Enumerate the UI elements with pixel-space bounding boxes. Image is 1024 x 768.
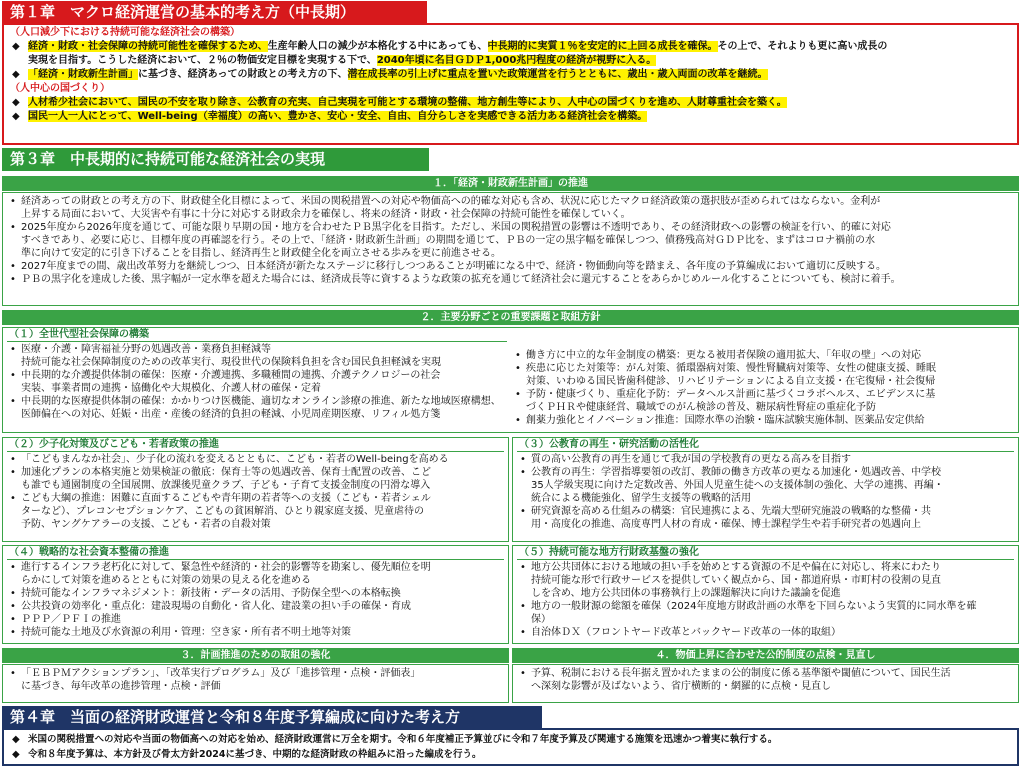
list-item: 用・高度化の推進、高度専門人材の育成・確保、博士課程学生や若手研究者の処遇向上 [531, 519, 921, 530]
section2-1-title: （１）全世代型社会保障の構築 [7, 329, 507, 342]
section3-box [2, 664, 509, 703]
list-item: も誰でも通園制度の全国展開、放課後児童クラブ、子ども・子育て支援金制度の円滑な導入 [21, 480, 431, 491]
list-item: 統合による機能強化、留学生支援等の戦略的活用 [531, 493, 751, 504]
ch1-bullet-4: ◆ 国民一人一人にとって、Well-being（幸福度）の高い、豊かさ、安心・安全、自由、自分らしさを実感できる活力ある経済社会を構築。 [12, 111, 648, 122]
list-item: 医師偏在への対応、妊娠・出産・産後の経済的負担の軽減、小児周産期医療、リフィル処方箋 [21, 409, 441, 420]
list-item: • 研究資源を高める仕組みの構築：官民連携による、先端大型研究施設の戦略的な整備・共 [517, 505, 1014, 518]
list-item: • 地方公共団体における地域の担い手を始めとする資源の不足や偏在に対応し、将来にわたり [517, 561, 1014, 574]
list-item: • 持続可能な土地及び水資源の利用・管理：空き家・所有者不明土地等対策 [7, 626, 504, 639]
list-item: • ＰＢの黒字化を達成した後、黒字幅が一定水準を超えた場合には、経済成長等に資するような政策の拡充を通じて経済社会に還元することをあらかじめルール化することについても、検討に着手。 [7, 273, 1014, 286]
list-item: • 公教育の再生：学習指導要領の改訂、教師の働き方改革の更なる加速化・処遇改善、中学校 [517, 466, 1014, 479]
list-item: • 疾患に応じた対策等：がん対策、循環器病対策、慢性腎臓病対策等、女性の健康支援、睡眠 [512, 362, 1012, 375]
section2-3-box [512, 437, 1019, 542]
list-item: 保） [531, 614, 551, 625]
diamond-icon: ◆ [12, 41, 20, 52]
list-item: • 自治体ＤＸ（フロントヤード改革とバックヤード改革の一体的取組） [517, 626, 1014, 639]
list-item: ターなど）、プレコンセプションケア、こどもの貧困解消、ひとり親家庭支援、児童虐待の [21, 506, 424, 517]
ch1-bullet-3: ◆ 人材希少社会において、国民の不安を取り除き、公教育の充実、自己実現を可能とする環境の整備、地方創生等により、人中心の国づくりを進め、人財尊重社会を築く。 [12, 97, 787, 108]
list-item: 持続可能な形で行政サービスを提供していく観点から、国・都道府県・市町村の役割の見直 [531, 575, 941, 586]
section2-2-box [2, 437, 509, 542]
list-item: づくＰＨＲや健康経営、職域でのがん検診の普及、糖尿病性腎症の重症化予防 [526, 402, 876, 413]
list-item: 持続可能な社会保障制度のための改革実行、現役世代の保険料負担を含む国民負担軽減を実現 [21, 357, 441, 368]
section2-4-list [7, 561, 504, 639]
section2-1-right-list [512, 349, 1012, 427]
section1-header: １．「経済・財政新生計画」の推進 [2, 176, 1019, 191]
section3-header: ３．計画推進のための取組の強化 [2, 648, 509, 663]
section2-5-box [512, 545, 1019, 644]
list-item: らかにして対策を進めるとともに対策の効果の見える化を進める [21, 575, 311, 586]
list-item: • 医療・介護・障害福祉分野の処遇改善・業務負担軽減等 [7, 343, 512, 356]
list-item: • こども大綱の推進：困難に直面するこどもや青年期の若者等への支援（こども・若者シェル [7, 492, 504, 505]
ch1-bullet-2: ◆ 「経済・財政新生計画」に基づき、経済あっての財政との考え方の下、潜在成長率の引上げに重点を置いた政策運営を行うとともに、歳出・歳入両面の改革を継続。 [12, 69, 768, 80]
list-item: へ深刻な影響が及ばないよう、省庁横断的・網羅的に点検・見直し [531, 681, 831, 692]
list-item: しを含め、地方公共団体の事務執行上の課題解決に向けた議論を促進 [531, 588, 841, 599]
chapter4-box [2, 728, 1019, 766]
diamond-icon: ◆ [12, 69, 20, 80]
chapter3-title: 第３章 中長期的に持続可能な経済社会の実現 [2, 148, 429, 171]
list-item: • 公共投資の効率化・重点化：建設現場の自動化・省人化、建設業の担い手の確保・育成 [7, 600, 504, 613]
section4-header: ４．物価上昇に合わせた公的制度の点検・見直し [512, 648, 1019, 663]
diamond-icon: ◆ [12, 749, 20, 760]
ch1-bullet-1: ◆ 経済・財政・社会保障の持続可能性を確保するため、生産年齢人口の減少が本格化する中にあっても、中長期的に実質１％を安定的に上回る成長を確保。その上で、それよりも更に高い成長の 実現を目指す。こうした経済において、２％の物価安定目標を実現する下で、2040年頃に名目ＧＤＰ1,000兆円程度の経済が視野に入る。 [12, 41, 888, 66]
list-item: 上昇する局面において、大災害や有事に十分に対応する財政余力を確保し、将来の経済・財政・社会保障の持続可能性を確保していく。 [21, 209, 631, 220]
section1-box [2, 192, 1019, 306]
section2-4-title: （４）戦略的な社会資本整備の推進 [7, 547, 504, 560]
list-item: 対策、いわゆる国民皆歯科健診、リハビリテーションによる自立支援・在宅復帰・社会復帰 [526, 376, 936, 387]
list-item: すべきであり、必要に応じ、目標年度の再確認を行う。その上で、「経済・財政新生計画」の期間を通じて、ＰＢの一定の黒字幅を確保しつつ、債務残高対ＧＤＰ比を、まずはコロナ禍前の水 [21, 235, 875, 246]
list-item: • ＰＰＰ／ＰＦＩの推進 [7, 613, 504, 626]
section2-5-list [517, 561, 1014, 639]
section2-3-list [517, 453, 1014, 531]
section2-1-box [2, 327, 1019, 433]
list-item: • 加速化プランの本格実施と効果検証の徹底：保育士等の処遇改善、保育士配置の改善、こど [7, 466, 504, 479]
ch4-bullet-1: ◆ 米国の関税措置への対応や当面の物価高への対応を始め、経済財政運営に万全を期す。令和６年度補正予算並びに令和７年度予算及び関連する施策を迅速かつ着実に執行する。 [12, 734, 778, 745]
list-item: • 2027年度までの間、歳出改革努力を継続しつつ、日本経済が新たなステージに移行しつつあることが明確になる中で、経済・物価動向等を踏まえ、各年度の予算編成において適切に反映する。 [7, 260, 1014, 273]
list-item: • 経済あっての財政との考え方の下、財政健全化目標によって、米国の関税措置への対応や物価高への的確な対応も含め、状況に応じたマクロ経済政策の選択肢が歪められてはならない。金利が [7, 195, 1014, 208]
section2-4-box [2, 545, 509, 644]
list-item: • 中長期的な介護提供体制の確保：医療・介護連携、多職種間の連携、介護テクノロジーの社会 [7, 369, 512, 382]
section2-2-title: （２）少子化対策及びこども・若者政策の推進 [7, 439, 504, 452]
list-item: • 中長期的な医療提供体制の確保：かかりつけ医機能、適切なオンライン診療の推進、新たな地域医療構想、 [7, 395, 512, 408]
list-item: • 予防・健康づくり、重症化予防：データヘルス計画に基づくコラボヘルス、エビデンスに基 [512, 388, 1012, 401]
list-item: • 地方の一般財源の総額を確保（2024年度地方財政計画の水準を下回らないよう実質的に同水準を確 [517, 600, 1014, 613]
list-item: • 質の高い公教育の再生を通じて我が国の学校教育の更なる高みを目指す [517, 453, 1014, 466]
section2-1-columns [7, 343, 1014, 427]
list-item: • 創薬力強化とイノベーション推進：国際水準の治験・臨床試験実施体制、医薬品安定供給 [512, 414, 1012, 427]
list-item: • 進行するインフラ老朽化に対して、緊急性や経済的・社会的影響等を勘案し、優先順位を明 [7, 561, 504, 574]
ch1-subheading-people: （人中心の国づくり） [10, 83, 110, 94]
list-item: 35人学級実現に向けた定数改善、外国人児童生徒への支援体制の強化、大学の連携、再編・ [531, 480, 944, 491]
chapter1-title: 第１章 マクロ経済運営の基本的考え方（中長期） [2, 1, 427, 24]
chapter4-title: 第４章 当面の経済財政運営と令和８年度予算編成に向けた考え方 [2, 706, 542, 729]
diamond-icon: ◆ [12, 734, 20, 745]
list-item: • 「こどもまんなか社会」、少子化の流れを変えるとともに、こども・若者のWell-beingを高める [7, 453, 504, 466]
section4-list [517, 667, 1014, 693]
section2-1-left-list [7, 343, 512, 427]
section2-5-title: （５）持続可能な地方行財政基盤の強化 [517, 547, 1014, 560]
list-item: • 持続可能なインフラマネジメント：新技術・データの活用、予防保全型への本格転換 [7, 587, 504, 600]
section3-list [7, 667, 504, 693]
section2-header: ２．主要分野ごとの重要課題と取組方針 [2, 310, 1019, 325]
list-item: に基づき、毎年改革の進捗管理・点検・評価 [21, 681, 221, 692]
section4-box [512, 664, 1019, 703]
ch4-bullet-2: ◆ 令和８年度予算は、本方針及び骨太方針2024に基づき、中期的な経済財政の枠組みに沿った編成を行う。 [12, 749, 482, 760]
ch1-subheading-population: （人口減少下における持続可能な経済社会の構築） [10, 27, 240, 38]
list-item: • 働き方に中立的な年金制度の構築：更なる被用者保険の適用拡大、「年収の壁」への対応 [512, 349, 1012, 362]
section1-list [7, 195, 1014, 286]
list-item: 予防、ヤングケアラーの支援、こども・若者の自殺対策 [21, 519, 271, 530]
diamond-icon: ◆ [12, 97, 20, 108]
chapter1-box [2, 23, 1019, 145]
diamond-icon: ◆ [12, 111, 20, 122]
list-item: 準に向けて安定的に引き下げることを目指し、経済再生と財政健全化を両立させる歩みを更に前進させる。 [21, 248, 501, 259]
list-item: • 2025年度から2026年度を通じて、可能な限り早期の国・地方を合わせたＰＢ黒字化を目指す。ただし、米国の関税措置の影響は不透明であり、その経済財政への影響の検証を行い、的確に対応 [7, 221, 1014, 234]
list-item: 実装、事業者間の連携・協働化や大規模化、介護人材の確保・定着 [21, 383, 321, 394]
section2-2-list [7, 453, 504, 531]
section2-3-title: （３）公教育の再生・研究活動の活性化 [517, 439, 1014, 452]
list-item: • 「ＥＢＰＭアクションプラン」、「改革実行プログラム」及び「進捗管理・点検・評価表」 [7, 667, 504, 680]
list-item: • 予算、税制における長年据え置かれたままの公的制度に係る基準額や閾値について、国民生活 [517, 667, 1014, 680]
